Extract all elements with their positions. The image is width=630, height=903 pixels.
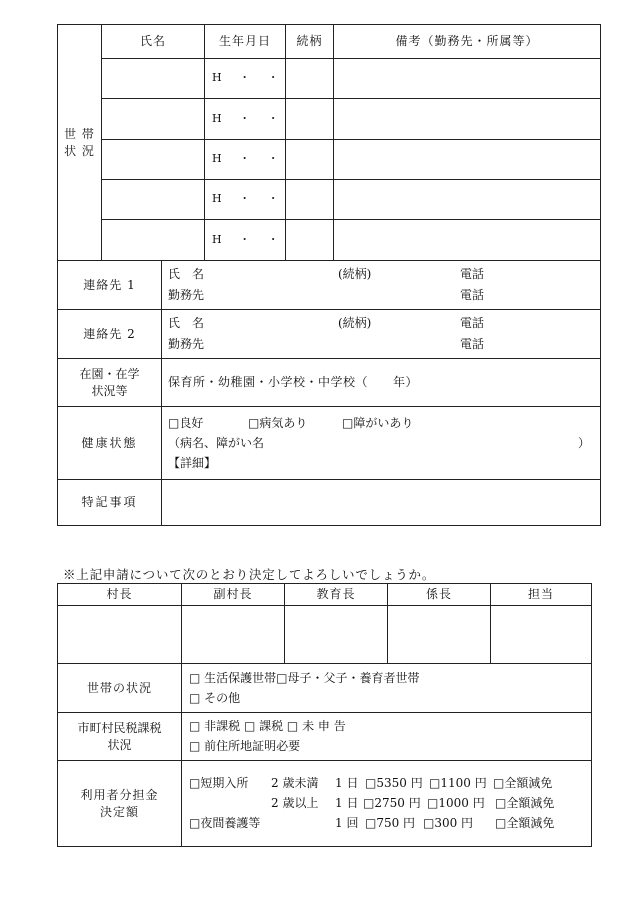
contact1-name-label: 氏 名 — [168, 267, 205, 282]
household-section-label — [58, 25, 102, 261]
member-name-field[interactable] — [102, 180, 205, 220]
fee-row1-amount1[interactable]: □5350 円 — [365, 776, 423, 791]
member-birthdate-field[interactable]: H ・ ・ — [205, 220, 286, 261]
contact1-relation-label: (続柄) — [338, 267, 372, 282]
fee-row — [189, 794, 585, 814]
fee-row1-unit: 1 日 — [335, 776, 359, 791]
health-disease-close: ） — [578, 435, 591, 450]
household-label-line1: 世 帯 — [64, 127, 95, 142]
health-cell — [162, 407, 601, 480]
member-birthdate-field[interactable]: H ・ ・ — [205, 180, 286, 220]
fee-row2-unit: 1 日 — [335, 796, 359, 811]
household-status-table — [57, 24, 601, 526]
school-status-value[interactable]: 保育所・幼稚園・小学校・中学校（ 年） — [162, 359, 601, 407]
decision-tax-cell — [182, 713, 592, 761]
contact1-work-label: 勤務先 — [168, 288, 205, 303]
household-label-line2: 状 況 — [64, 143, 95, 158]
decision-tax-opt1[interactable]: □ 非課税 □ 課税 □ 未 申 告 — [189, 719, 346, 734]
header-birthdate: 生年月日 — [205, 25, 286, 59]
fee-row2-age: 2 歳以上 — [271, 796, 319, 811]
member-name-field[interactable] — [102, 99, 205, 140]
health-label: 健康状態 — [58, 407, 162, 480]
member-birthdate-field[interactable]: H ・ ・ — [205, 140, 286, 180]
contact2-relation-label: (続柄) — [338, 316, 372, 331]
approval-stamp-superintendent[interactable] — [285, 606, 388, 664]
health-ill-checkbox[interactable]: □病気あり — [248, 415, 308, 430]
member-relation-field[interactable] — [286, 59, 334, 99]
approval-header-deputy-mayor: 副村長 — [182, 584, 285, 606]
special-notes-field[interactable] — [162, 480, 601, 526]
decision-fee-label-line1: 利用者分担金 — [80, 788, 159, 803]
member-relation-field[interactable] — [286, 180, 334, 220]
decision-table — [57, 583, 592, 847]
fee-row1-age: 2 歳未満 — [271, 776, 319, 791]
header-relation: 続柄 — [286, 25, 334, 59]
fee-row1-exempt[interactable]: □全額減免 — [493, 776, 553, 791]
member-relation-field[interactable] — [286, 140, 334, 180]
contact2-cell[interactable] — [162, 310, 601, 359]
decision-tax-label — [58, 713, 182, 761]
contact2-name-label: 氏 名 — [168, 316, 205, 331]
health-good-checkbox[interactable]: □良好 — [168, 415, 204, 430]
fee-row — [189, 774, 585, 794]
contact2-phone-label2: 電話 — [460, 337, 485, 352]
approval-stamp-staff[interactable] — [491, 606, 592, 664]
decision-household-label: 世帯の状況 — [58, 664, 182, 713]
decision-household-opt1[interactable]: □ 生活保護世帯□母子・父子・養育者世帯 — [189, 670, 420, 685]
contact2-phone-label: 電話 — [460, 316, 485, 331]
approval-header-mayor: 村長 — [58, 584, 182, 606]
fee-row — [189, 814, 585, 834]
contact1-phone-label2: 電話 — [460, 288, 485, 303]
fee-row1-type[interactable]: □短期入所 — [189, 776, 249, 791]
contact1-cell[interactable] — [162, 261, 601, 310]
approval-stamp-deputy-mayor[interactable] — [182, 606, 285, 664]
health-disability-checkbox[interactable]: □障がいあり — [342, 415, 414, 430]
contact1-phone-label: 電話 — [460, 267, 485, 282]
approval-stamp-mayor[interactable] — [58, 606, 182, 664]
approval-header-staff: 担当 — [491, 584, 592, 606]
decision-fee-cell — [182, 761, 592, 847]
fee-row2-exempt[interactable]: □全額減免 — [495, 796, 555, 811]
decision-tax-label-line2: 状況 — [107, 737, 132, 752]
member-birthdate-field[interactable]: H ・ ・ — [205, 99, 286, 140]
approval-stamp-chief[interactable] — [388, 606, 491, 664]
decision-household-cell — [182, 664, 592, 713]
fee-row3-unit: 1 回 — [335, 816, 359, 831]
fee-row1-amount2[interactable]: □1100 円 — [429, 776, 487, 791]
decision-fee-label — [58, 761, 182, 847]
fee-row3-type[interactable]: □夜間養護等 — [189, 816, 261, 831]
fee-row2-amount2[interactable]: □1000 円 — [427, 796, 485, 811]
fee-row3-exempt[interactable]: □全額減免 — [495, 816, 555, 831]
fee-row3-amount1[interactable]: □750 円 — [365, 816, 416, 831]
member-birthdate-field[interactable]: H ・ ・ — [205, 59, 286, 99]
decision-household-opt2[interactable]: □ その他 — [189, 690, 241, 705]
member-remarks-field[interactable] — [334, 220, 601, 261]
member-relation-field[interactable] — [286, 220, 334, 261]
approval-header-chief: 係長 — [388, 584, 491, 606]
school-label-line1: 在園・在学 — [79, 367, 140, 382]
school-label — [58, 359, 162, 407]
contact1-label: 連絡先 1 — [58, 261, 162, 310]
contact2-work-label: 勤務先 — [168, 337, 205, 352]
member-name-field[interactable] — [102, 59, 205, 99]
school-label-line2: 状況等 — [91, 383, 128, 398]
header-remarks: 備考（勤務先・所属等） — [334, 25, 601, 59]
fee-row3-amount2[interactable]: □300 円 — [423, 816, 474, 831]
member-remarks-field[interactable] — [334, 140, 601, 180]
decision-note: ※上記申請について次のとおり決定してよろしいでしょうか。 — [63, 567, 436, 582]
health-disease-open: （病名、障がい名 — [168, 435, 265, 450]
member-name-field[interactable] — [102, 220, 205, 261]
special-notes-label: 特記事項 — [58, 480, 162, 526]
approval-header-superintendent: 教育長 — [285, 584, 388, 606]
header-name: 氏名 — [102, 25, 205, 59]
fee-row2-amount1[interactable]: □2750 円 — [363, 796, 421, 811]
member-remarks-field[interactable] — [334, 180, 601, 220]
decision-tax-opt2[interactable]: □ 前住所地証明必要 — [189, 739, 301, 754]
health-detail-label: 【詳細】 — [168, 455, 217, 470]
member-name-field[interactable] — [102, 140, 205, 180]
decision-tax-label-line1: 市町村民税課税 — [77, 721, 162, 736]
decision-fee-label-line2: 決定額 — [99, 804, 139, 819]
member-relation-field[interactable] — [286, 99, 334, 140]
member-remarks-field[interactable] — [334, 59, 601, 99]
contact2-label: 連絡先 2 — [58, 310, 162, 359]
member-remarks-field[interactable] — [334, 99, 601, 140]
